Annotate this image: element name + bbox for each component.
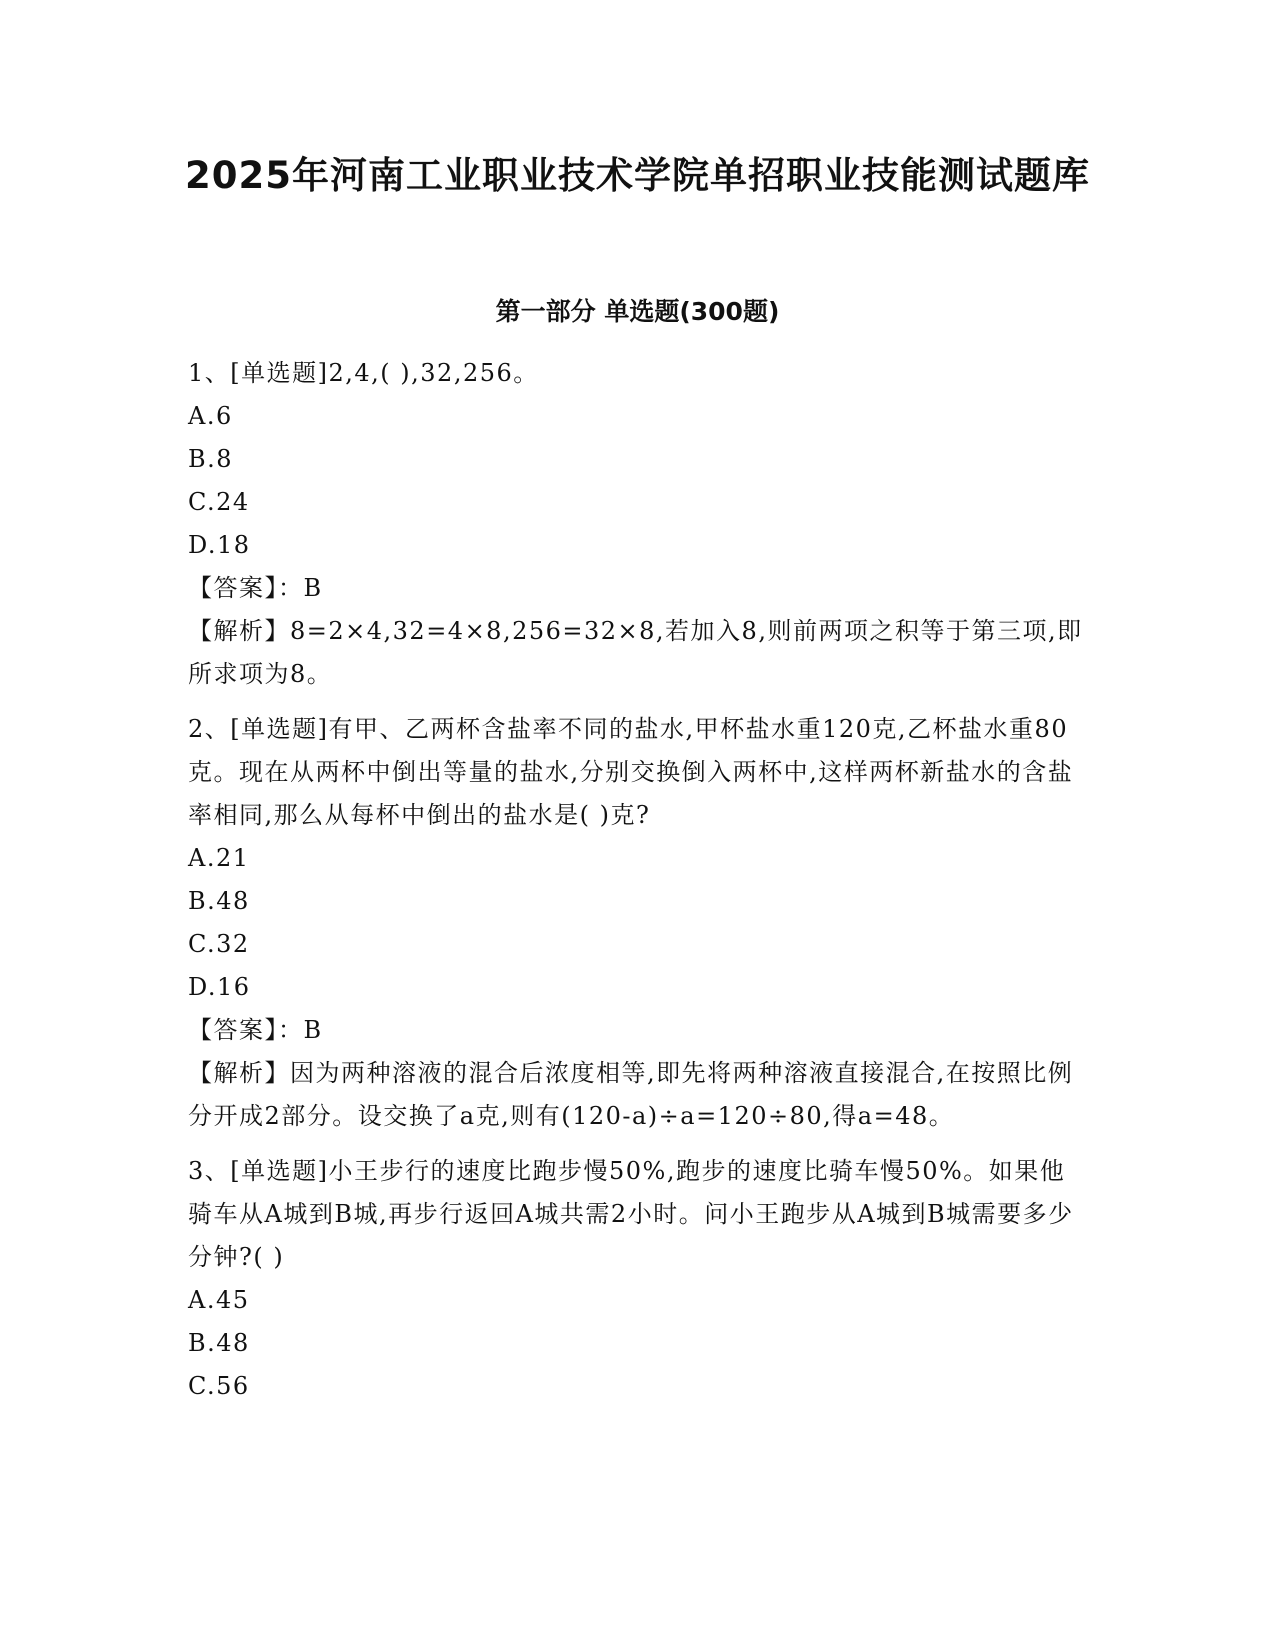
question-1 — [188, 352, 1088, 696]
question-3 — [188, 1150, 1088, 1408]
analysis: 【解析】8=2×4,32=4×8,256=32×8,若加入8,则前两项之积等于第三项,即所求项为8。 — [188, 617, 1083, 688]
section-title: 第一部分 单选题(300题) — [495, 297, 780, 326]
option-d: D.16 — [188, 973, 251, 1001]
question-stem: 1、[单选题]2,4,( ),32,256。 — [188, 359, 539, 387]
option-b: B.8 — [188, 445, 234, 473]
option-b: B.48 — [188, 1329, 250, 1357]
question-stem: 3、[单选题]小王步行的速度比跑步慢50%,跑步的速度比骑车慢50%。如果他骑车从A城到B城,再步行返回A城共需2小时。问小王跑步从A城到B城需要多少分钟?( ) — [188, 1157, 1074, 1271]
option-b: B.48 — [188, 887, 250, 915]
option-d: D.18 — [188, 531, 251, 559]
question-stem: 2、[单选题]有甲、乙两杯含盐率不同的盐水,甲杯盐水重120克,乙杯盐水重80克。现在从两杯中倒出等量的盐水,分别交换倒入两杯中,这样两杯新盐水的含盐率相同,那么从每杯中倒出的盐水是( )克? — [188, 715, 1074, 829]
analysis: 【解析】因为两种溶液的混合后浓度相等,即先将两种溶液直接混合,在按照比例分开成2部分。设交换了a克,则有(120-a)÷a=120÷80,得a=48。 — [188, 1059, 1074, 1130]
document-title: 2025年河南工业职业技术学院单招职业技能测试题库 — [185, 154, 1090, 197]
option-a: A.21 — [188, 844, 250, 872]
answer: 【答案】：B — [188, 1016, 323, 1044]
option-c: C.56 — [188, 1372, 250, 1400]
question-2 — [188, 708, 1088, 1138]
option-c: C.32 — [188, 930, 250, 958]
question-list — [188, 352, 1088, 1420]
option-c: C.24 — [188, 488, 250, 516]
option-a: A.45 — [188, 1286, 250, 1314]
answer: 【答案】：B — [188, 574, 323, 602]
option-a: A.6 — [188, 402, 233, 430]
